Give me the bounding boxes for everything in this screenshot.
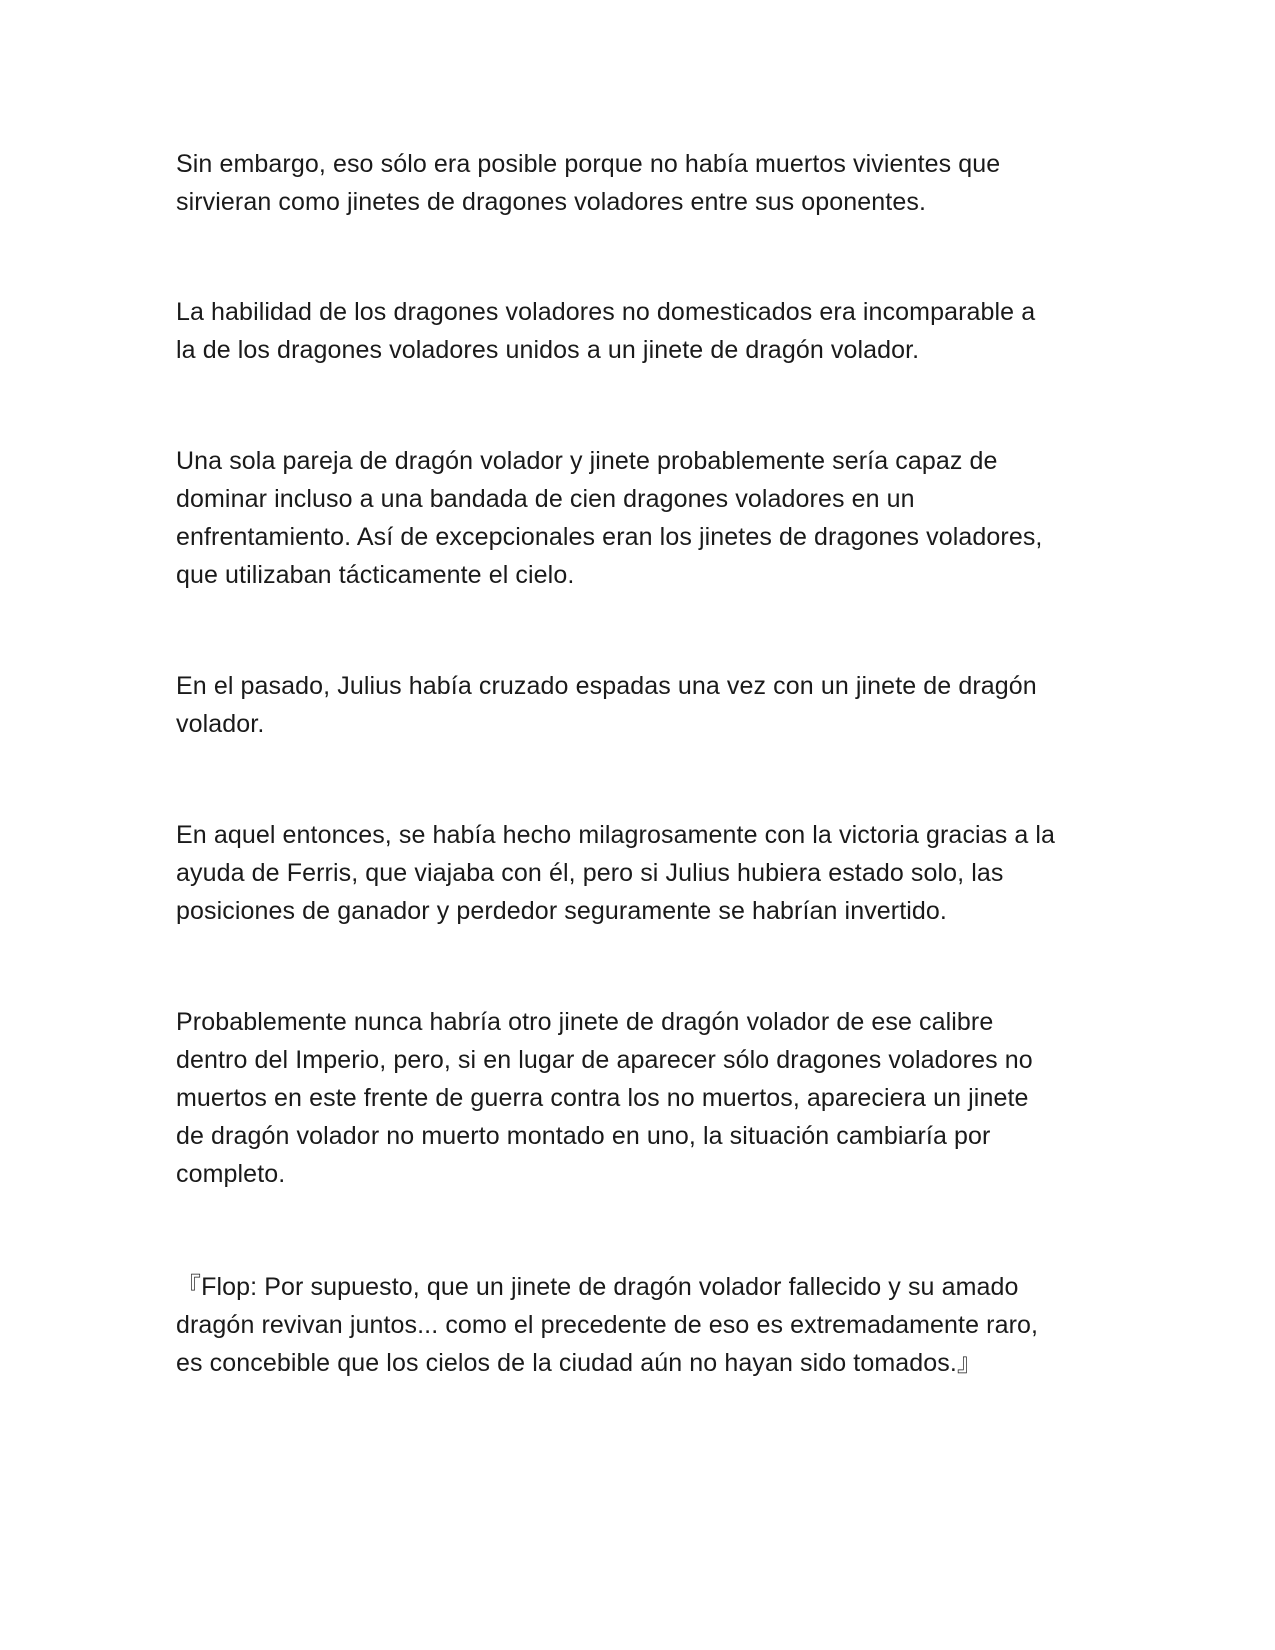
paragraph-4 (176, 667, 1116, 743)
text-line: Probablemente nunca habría otro jinete de dragón volador de ese calibre (176, 1008, 994, 1036)
text-line: ayuda de Ferris, que viajaba con él, pero si Julius hubiera estado solo, las (176, 859, 1004, 887)
paragraph-6 (176, 1003, 1116, 1193)
paragraph-7-quote (176, 1268, 1116, 1382)
text-line: de dragón volador no muerto montado en uno, la situación cambiaría por (176, 1122, 991, 1150)
paragraph-3 (176, 442, 1116, 594)
text-line: enfrentamiento. Así de excepcionales eran los jinetes de dragones voladores, (176, 523, 1043, 551)
text-line: dragón revivan juntos... como el precedente de eso es extremadamente raro, (176, 1311, 1039, 1339)
text-line: sirvieran como jinetes de dragones voladores entre sus oponentes. (176, 188, 926, 216)
text-line: que utilizaban tácticamente el cielo. (176, 561, 575, 589)
text-line: es concebible que los cielos de la ciudad aún no hayan sido tomados.』 (176, 1349, 983, 1377)
text-line: dentro del Imperio, pero, si en lugar de aparecer sólo dragones voladores no (176, 1046, 1033, 1074)
text-line: posiciones de ganador y perdedor seguramente se habrían invertido. (176, 897, 947, 925)
text-line: dominar incluso a una bandada de cien dragones voladores en un (176, 485, 915, 513)
paragraph-2 (176, 293, 1116, 369)
text-line: Sin embargo, eso sólo era posible porque no había muertos vivientes que (176, 150, 1001, 178)
text-line: completo. (176, 1160, 286, 1188)
text-line: 『Flop: Por supuesto, que un jinete de dragón volador fallecido y su amado (176, 1273, 1019, 1301)
text-line: Una sola pareja de dragón volador y jinete probablemente sería capaz de (176, 447, 998, 475)
paragraph-1 (176, 145, 1116, 221)
text-line: La habilidad de los dragones voladores no domesticados era incomparable a (176, 298, 1036, 326)
paragraph-5 (176, 816, 1116, 930)
text-line: volador. (176, 710, 265, 738)
text-line: muertos en este frente de guerra contra los no muertos, apareciera un jinete (176, 1084, 1029, 1112)
text-line: En aquel entonces, se había hecho milagrosamente con la victoria gracias a la (176, 821, 1056, 849)
text-line: En el pasado, Julius había cruzado espadas una vez con un jinete de dragón (176, 672, 1037, 700)
text-line: la de los dragones voladores unidos a un jinete de dragón volador. (176, 336, 920, 364)
